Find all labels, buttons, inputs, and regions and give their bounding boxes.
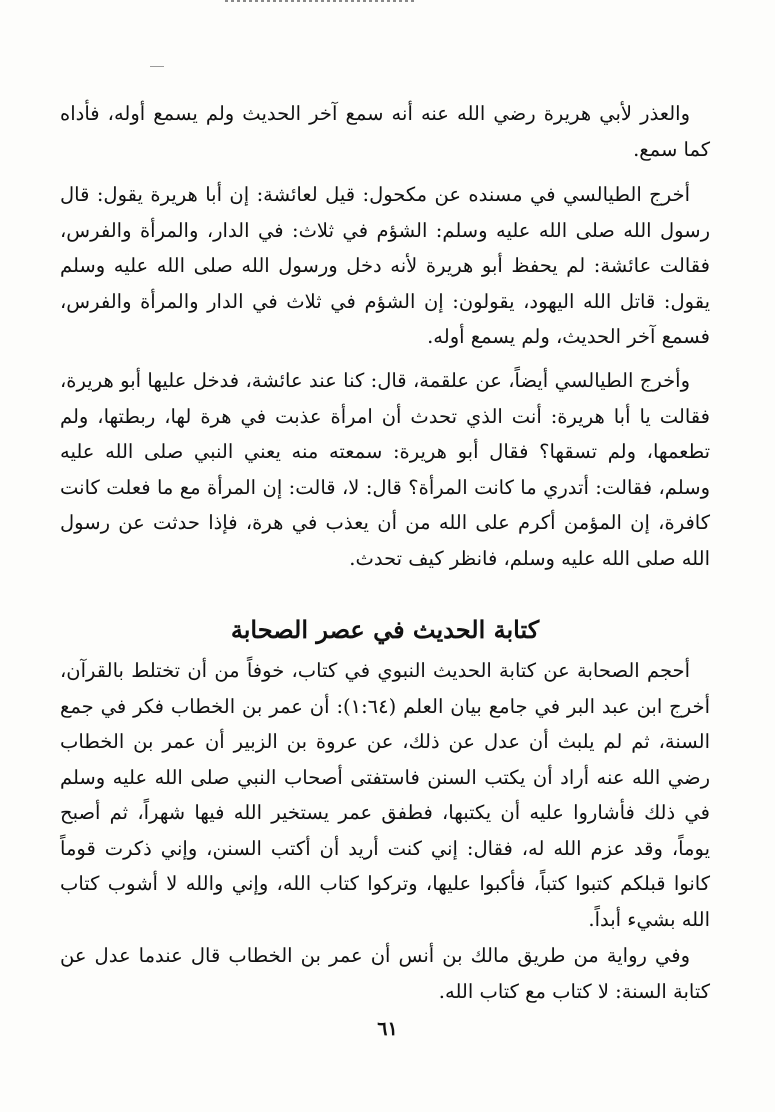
paragraph-5 bbox=[60, 938, 710, 1009]
paragraph-1-text: والعذر لأبي هريرة رضي الله عنه أنه سمع آخر الحديث ولم يسمع أوله، فأداه كما سمع. bbox=[60, 102, 710, 161]
paragraph-2 bbox=[60, 177, 710, 355]
paragraph-4 bbox=[60, 653, 710, 937]
section-heading: كتابة الحديث في عصر الصحابة bbox=[230, 614, 540, 644]
scan-mark bbox=[150, 66, 164, 67]
paragraph-4-text: أحجم الصحابة عن كتابة الحديث النبوي في كتاب، خوفاً من أن تختلط بالقرآن، أخرج ابن عبد البر في جامع بيان العلم (١:٦٤): أن عمر بن الخطاب فكر في جمع السنة، ثم لم يلبث أن عدل عن ذلك، عن عروة بن الزبير أن عمر بن الخطاب رضي الله عنه أراد أن يكتب السنن فاستفتى أصحاب النبي صلى الله عليه وسلم في ذلك فأشاروا عليه أن يكتبها، فطفق عمر يستخير الله فيها شهراً، ثم أصبح يوماً، وقد عزم الله له، فقال: إني كنت أريد أن أكتب السنن، وإني ذكرت قوماً كانوا قبلكم كتبوا كتباً، فأكبوا عليها، وتركوا كتاب الله، وإني والله لا أشوب كتاب الله بشيء أبداً. bbox=[60, 659, 710, 931]
page-number: ٦١ bbox=[377, 1018, 398, 1040]
paragraph-3-text: وأخرج الطيالسي أيضاً، عن علقمة، قال: كنا عند عائشة، فدخل عليها أبو هريرة، فقالت يا أبا هريرة: أنت الذي تحدث أن امرأة عذبت في هرة لها، ربطتها، ولم تطعمها، ولم تسقها؟ فقال أبو هريرة: سمعته منه يعني النبي صلى الله عليه وسلم، فقالت: أتدري ما كانت المرأة؟ قال: لا، قالت: إن المرأة مع ما فعلت كانت كافرة، إن المؤمن أكرم على الله من أن يعذب في هرة، فإذا حدثت عن رسول الله صلى الله عليه وسلم، فانظر كيف تحدث. bbox=[60, 369, 710, 570]
paragraph-5-text: وفي رواية من طريق مالك بن أنس أن عمر بن الخطاب قال عندما عدل عن كتابة السنة: لا كتاب مع كتاب الله. bbox=[60, 944, 710, 1003]
paragraph-1 bbox=[60, 96, 710, 167]
paragraph-2-text: أخرج الطيالسي في مسنده عن مكحول: قيل لعائشة: إن أبا هريرة يقول: قال رسول الله صلى الله عليه وسلم: الشؤم في ثلاث: في الدار، والمرأة والفرس، فقالت عائشة: لم يحفظ أبو هريرة لأنه دخل ورسول الله صلى الله عليه وسلم يقول: قاتل الله اليهود، يقولون: إن الشؤم في ثلاث في الدار والمرأة والفرس، فسمع آخر الحديث، ولم يسمع أوله. bbox=[60, 183, 710, 348]
paragraph-3 bbox=[60, 363, 710, 576]
top-scan-edge bbox=[225, 0, 415, 2]
